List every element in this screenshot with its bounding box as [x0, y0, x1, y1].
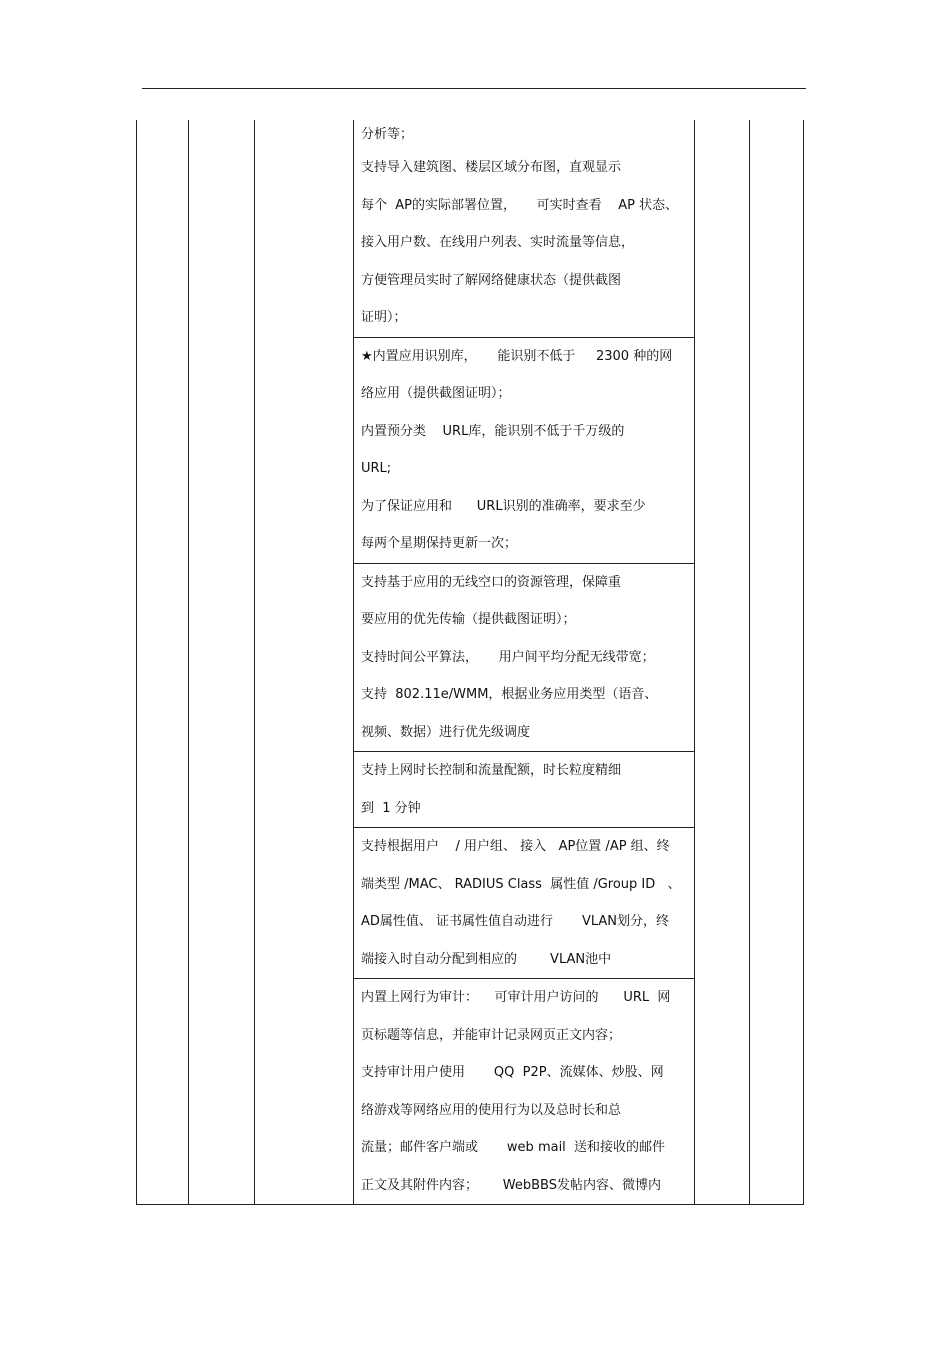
- requirement-line: 要应用的优先传输（提供截图证明）；: [361, 612, 576, 627]
- requirement-line: 每个 AP的实际部署位置， 可实时查看 AP 状态、: [361, 197, 679, 213]
- requirement-line: 支持导入建筑图、楼层区域分布图，直观显示: [361, 160, 622, 175]
- requirement-cell: [353, 979, 694, 1204]
- requirement-cell: [353, 120, 694, 338]
- requirement-line: 接入用户数、在线用户列表、实时流量等信息，: [361, 235, 635, 250]
- requirement-line: ★内置应用识别库， 能识别不低于 2300 种的网: [361, 348, 673, 364]
- requirement-line: 内置预分类 URL库，能识别不低于千万级的: [361, 423, 625, 439]
- column-divider: [188, 120, 189, 1205]
- requirement-line: 内置上网行为审计： 可审计用户访问的 URL 网: [361, 990, 671, 1005]
- requirement-line: 方便管理员实时了解网络健康状态（提供截图: [361, 272, 622, 288]
- requirement-line: 视频、数据）进行优先级调度: [361, 724, 531, 740]
- column-divider: [254, 120, 255, 1205]
- requirement-line: URL;: [361, 461, 392, 476]
- requirement-line: 支持 802.11e/WMM，根据业务应用类型（语音、: [361, 687, 658, 702]
- requirement-line: 每两个星期保持更新一次；: [361, 536, 518, 551]
- table-border-bottom: [136, 1204, 804, 1205]
- requirement-line: 络游戏等网络应用的使用行为以及总时长和总: [361, 1102, 622, 1118]
- requirement-line: 流量；邮件客户端或 web mail 送和接收的邮件: [361, 1140, 666, 1155]
- requirement-line: 端类型 /MAC、 RADIUS Class 属性值 /Group ID 、: [361, 876, 681, 892]
- requirement-line: 端接入时自动分配到相应的 VLAN池中: [361, 951, 612, 967]
- requirement-cell: [353, 564, 694, 753]
- requirement-line: 页标题等信息，并能审计记录网页正文内容；: [361, 1027, 622, 1043]
- requirements-column: [353, 120, 694, 1204]
- requirement-line: AD属性值、 证书属性值自动进行 VLAN划分，终: [361, 914, 670, 929]
- requirement-cell: [353, 752, 694, 828]
- requirement-line: 证明）；: [361, 310, 407, 325]
- page-header-rule: [142, 88, 806, 89]
- column-divider: [694, 120, 695, 1205]
- requirement-cell: [353, 338, 694, 564]
- requirement-line: 到 1 分钟: [361, 800, 421, 816]
- requirement-line: 支持上网时长控制和流量配额，时长粒度精细: [361, 763, 622, 778]
- table-border-right: [803, 120, 804, 1205]
- requirement-line: 络应用（提供截图证明）；: [361, 386, 511, 401]
- requirement-line: 为了保证应用和 URL识别的准确率，要求至少: [361, 498, 646, 514]
- requirement-line: 分析等；: [361, 127, 414, 142]
- requirement-cell: [353, 828, 694, 979]
- requirement-line: 支持根据用户 / 用户组、 接入 AP位置 /AP 组、终: [361, 839, 670, 854]
- table-border-left: [136, 120, 137, 1205]
- requirement-line: 支持基于应用的无线空口的资源管理，保障重: [361, 574, 622, 590]
- requirement-line: 支持时间公平算法， 用户间平均分配无线带宽；: [361, 649, 655, 665]
- requirement-line: 支持审计用户使用 QQ P2P、流媒体、炒股、网: [361, 1065, 664, 1080]
- column-divider: [749, 120, 750, 1205]
- requirement-line: 正文及其附件内容； WebBBS发帖内容、微博内: [361, 1177, 661, 1193]
